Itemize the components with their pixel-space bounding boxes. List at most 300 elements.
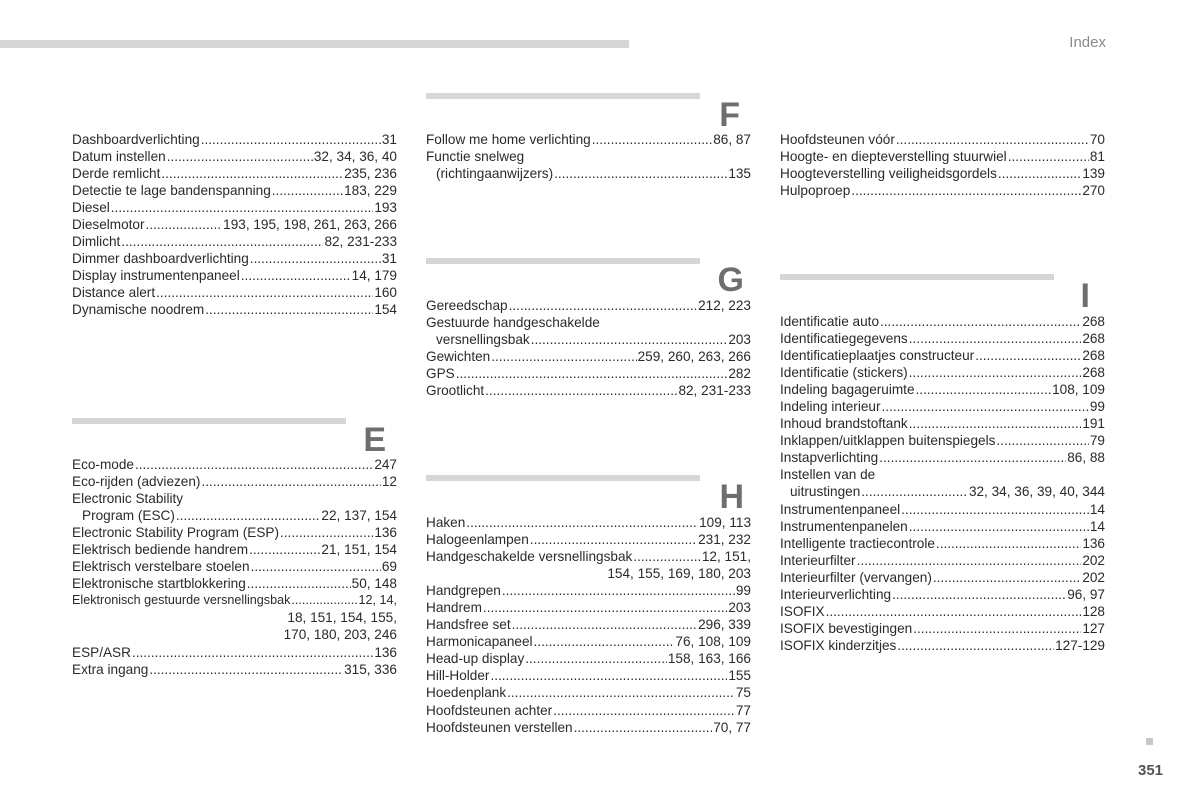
entry-term: ISOFIX bevestigingen bbox=[780, 620, 913, 636]
dot-leader bbox=[241, 267, 351, 284]
entry-term: Head-up display bbox=[426, 651, 525, 667]
index-entry bbox=[780, 569, 1105, 586]
entry-line bbox=[426, 165, 751, 182]
index-entry bbox=[426, 650, 751, 667]
entry-pages: 136 bbox=[374, 525, 397, 541]
entry-pages: 155 bbox=[728, 668, 751, 684]
entry-term: Instellen van de bbox=[780, 467, 876, 483]
entry-line bbox=[780, 415, 1105, 432]
dot-leader bbox=[167, 148, 313, 165]
entry-line bbox=[72, 575, 397, 592]
index-entry bbox=[780, 620, 1105, 637]
dot-leader bbox=[975, 347, 1081, 364]
dot-leader bbox=[146, 216, 223, 233]
index-entry bbox=[426, 719, 751, 736]
index-entry bbox=[780, 347, 1105, 364]
entry-term: Functie snelweg bbox=[426, 149, 525, 165]
dot-leader bbox=[1008, 148, 1089, 165]
entry-term: Hoedenplank bbox=[426, 685, 507, 701]
entry-line bbox=[426, 616, 751, 633]
index-entry bbox=[426, 131, 751, 148]
entry-line bbox=[72, 456, 397, 473]
entry-line bbox=[72, 524, 397, 541]
index-entry bbox=[72, 165, 397, 182]
entry-line bbox=[780, 535, 1105, 552]
dot-leader bbox=[592, 131, 713, 148]
index-entry bbox=[426, 582, 751, 599]
dot-leader bbox=[291, 592, 357, 609]
entry-term: Intelligente tractiecontrole bbox=[780, 535, 935, 551]
entry-term: Electronic Stability Program (ESP) bbox=[72, 525, 279, 541]
entry-term: Hoofdsteunen achter bbox=[426, 702, 553, 718]
entry-line bbox=[780, 518, 1105, 535]
entry-pages: 135 bbox=[728, 166, 751, 182]
index-entry bbox=[780, 637, 1105, 654]
entry-pages: 154 bbox=[374, 302, 397, 318]
letter-bar bbox=[426, 258, 700, 264]
index-entry bbox=[426, 684, 751, 701]
entry-line bbox=[72, 661, 397, 678]
entry-pages: 22, 137, 154 bbox=[321, 508, 397, 524]
entry-line bbox=[72, 267, 397, 284]
entry-line bbox=[426, 633, 751, 650]
index-entry bbox=[72, 490, 397, 524]
dot-leader bbox=[916, 381, 1052, 398]
dot-leader bbox=[135, 456, 373, 473]
entry-line bbox=[72, 644, 397, 661]
entry-line bbox=[426, 684, 751, 701]
entry-pages: 139 bbox=[1082, 166, 1105, 182]
index-entry bbox=[426, 531, 751, 548]
dot-leader bbox=[530, 531, 697, 548]
dot-leader bbox=[201, 131, 381, 148]
index-entry bbox=[426, 514, 751, 531]
dot-leader bbox=[879, 449, 1066, 466]
index-entry bbox=[72, 233, 397, 250]
entry-pages: 158, 163, 166 bbox=[667, 651, 751, 667]
index-entry bbox=[72, 284, 397, 301]
entry-pages: 212, 223 bbox=[698, 298, 751, 313]
entry-line bbox=[780, 449, 1105, 466]
entry-line bbox=[426, 348, 751, 365]
dot-leader bbox=[149, 661, 343, 678]
entry-pages: 12, 151, bbox=[701, 549, 751, 565]
dot-leader bbox=[998, 165, 1081, 182]
entry-line bbox=[780, 552, 1105, 569]
index-entry bbox=[426, 599, 751, 616]
entry-pages: 50, 148 bbox=[351, 576, 397, 592]
dot-leader bbox=[857, 552, 1082, 569]
entry-line bbox=[426, 382, 751, 399]
dot-leader bbox=[251, 558, 381, 575]
entry-pages: 12, 14, bbox=[358, 593, 397, 608]
letter-bar bbox=[72, 418, 346, 424]
entry-term: Identificatiegegevens bbox=[780, 331, 908, 347]
index-entry bbox=[426, 382, 751, 399]
entry-line bbox=[72, 558, 397, 575]
entry-line bbox=[780, 165, 1105, 182]
entry-line bbox=[72, 301, 397, 318]
entry-line bbox=[780, 620, 1105, 637]
entry-line bbox=[426, 599, 751, 616]
index-entry bbox=[72, 216, 397, 233]
letter-bar bbox=[780, 274, 1054, 280]
letter-bar bbox=[426, 93, 700, 99]
dot-leader bbox=[534, 633, 675, 650]
entry-term: Indeling interieur bbox=[780, 399, 881, 415]
entry-pages: 282 bbox=[728, 366, 751, 382]
letter-i: I bbox=[1080, 277, 1090, 315]
index-entry bbox=[426, 365, 751, 382]
dot-leader bbox=[161, 165, 343, 182]
entry-pages: 268 bbox=[1082, 348, 1105, 364]
dot-leader bbox=[111, 199, 374, 216]
entry-line bbox=[426, 514, 751, 531]
index-entry bbox=[780, 432, 1105, 449]
entry-pages: 32, 34, 36, 40 bbox=[313, 149, 397, 165]
entry-term: Display instrumentenpaneel bbox=[72, 268, 240, 284]
dot-leader bbox=[861, 483, 968, 500]
dot-leader bbox=[909, 364, 1082, 381]
index-list-d bbox=[72, 131, 397, 319]
entry-line bbox=[780, 330, 1105, 347]
dot-leader bbox=[205, 301, 373, 318]
entry-line bbox=[72, 148, 397, 165]
entry-pages: 193 bbox=[374, 200, 397, 216]
entry-pages: 268 bbox=[1082, 331, 1105, 347]
entry-line bbox=[780, 586, 1105, 603]
entry-pages: 31 bbox=[381, 251, 397, 267]
letter-bar bbox=[426, 475, 700, 481]
index-entry bbox=[780, 535, 1105, 552]
index-entry bbox=[72, 524, 397, 541]
dot-leader bbox=[574, 719, 713, 736]
entry-line bbox=[426, 548, 751, 565]
dot-leader bbox=[250, 250, 381, 267]
letter-f: F bbox=[719, 96, 740, 134]
dot-leader bbox=[176, 507, 321, 524]
entry-term: Follow me home verlichting bbox=[426, 132, 591, 147]
index-entry bbox=[780, 364, 1105, 381]
entry-line bbox=[72, 233, 397, 250]
entry-pages: 81 bbox=[1089, 149, 1105, 165]
entry-term: Dynamische noodrem bbox=[72, 302, 205, 318]
page-marker bbox=[1146, 738, 1153, 745]
index-entry bbox=[780, 518, 1105, 535]
dot-leader bbox=[201, 473, 380, 490]
index-list-i bbox=[780, 313, 1105, 654]
entry-term: Interieurfilter bbox=[780, 552, 856, 568]
entry-line bbox=[426, 331, 751, 348]
entry-pages: 203 bbox=[728, 600, 751, 616]
entry-pages: 79 bbox=[1089, 433, 1105, 449]
index-entry bbox=[72, 182, 397, 199]
entry-line bbox=[426, 667, 751, 684]
entry-line bbox=[72, 592, 397, 609]
entry-line bbox=[780, 432, 1105, 449]
entry-term: Eco-mode bbox=[72, 457, 134, 472]
dot-leader bbox=[826, 603, 1082, 620]
index-entry bbox=[780, 552, 1105, 569]
dot-leader bbox=[525, 650, 667, 667]
entry-pages: 136 bbox=[1082, 535, 1105, 551]
entry-term: (richtingaanwijzers) bbox=[436, 166, 554, 182]
entry-pages: 14, 179 bbox=[351, 268, 397, 284]
entry-line bbox=[72, 473, 397, 490]
entry-pages: 191 bbox=[1082, 416, 1105, 432]
entry-term: Hill-Holder bbox=[426, 668, 490, 684]
index-entry bbox=[780, 330, 1105, 347]
letter-e: E bbox=[363, 421, 386, 459]
index-entry bbox=[780, 165, 1105, 182]
index-entry bbox=[780, 603, 1105, 620]
entry-pages: 247 bbox=[374, 457, 397, 472]
index-entry bbox=[72, 661, 397, 678]
entry-pages: 77 bbox=[735, 702, 751, 718]
index-entry bbox=[72, 199, 397, 216]
header-rule bbox=[0, 40, 629, 48]
dot-leader bbox=[156, 284, 373, 301]
dot-leader bbox=[531, 331, 728, 348]
entry-pages: 136 bbox=[374, 644, 397, 660]
index-entry bbox=[72, 131, 397, 148]
index-entry bbox=[780, 586, 1105, 603]
dot-leader bbox=[897, 637, 1054, 654]
index-entry bbox=[780, 398, 1105, 415]
dot-leader bbox=[996, 432, 1088, 449]
entry-line bbox=[780, 501, 1105, 518]
entry-term: Handsfree set bbox=[426, 617, 511, 633]
index-entry bbox=[72, 456, 397, 473]
entry-line bbox=[72, 182, 397, 199]
entry-term: Instapverlichting bbox=[780, 450, 879, 466]
index-entry bbox=[426, 314, 751, 348]
entry-term: Identificatie auto bbox=[780, 314, 879, 329]
entry-line bbox=[426, 650, 751, 667]
entry-line bbox=[72, 507, 397, 524]
entry-pages: 203 bbox=[728, 332, 751, 348]
entry-term: Dieselmotor bbox=[72, 217, 145, 233]
entry-term: Elektrisch verstelbare stoelen bbox=[72, 559, 250, 575]
entry-pages: 14 bbox=[1089, 518, 1105, 534]
entry-pages: 183, 229 bbox=[344, 183, 397, 199]
entry-pages: 82, 231-233 bbox=[324, 234, 397, 250]
entry-term: Handgeschakelde versnellingsbak bbox=[426, 549, 633, 565]
dot-leader bbox=[553, 702, 735, 719]
entry-term: Inhoud brandstoftank bbox=[780, 416, 908, 432]
entry-pages: 86, 88 bbox=[1067, 450, 1105, 466]
dot-leader bbox=[509, 297, 697, 314]
entry-term: Hoogteverstelling veiligheidsgordels bbox=[780, 166, 997, 182]
entry-pages: 270 bbox=[1082, 183, 1105, 199]
entry-pages: 268 bbox=[1082, 365, 1105, 381]
index-entry bbox=[426, 702, 751, 719]
entry-pages: 12 bbox=[381, 474, 397, 490]
entry-line bbox=[780, 347, 1105, 364]
index-entry bbox=[72, 558, 397, 575]
index-list-f bbox=[426, 131, 751, 182]
entry-pages: 235, 236 bbox=[344, 166, 397, 182]
entry-pages: 202 bbox=[1082, 552, 1105, 568]
dot-leader bbox=[896, 131, 1089, 148]
dot-leader bbox=[121, 233, 323, 250]
index-entry bbox=[72, 250, 397, 267]
dot-leader bbox=[512, 616, 697, 633]
dot-leader bbox=[913, 620, 1081, 637]
entry-term: Indeling bagageruimte bbox=[780, 382, 915, 398]
entry-pages: 21, 151, 154 bbox=[321, 542, 397, 558]
entry-pages: 128 bbox=[1082, 603, 1105, 619]
entry-line bbox=[72, 284, 397, 301]
dot-leader bbox=[909, 330, 1082, 347]
index-entry bbox=[780, 182, 1105, 199]
index-list-g bbox=[426, 297, 751, 399]
index-entry bbox=[72, 473, 397, 490]
entry-term: Derde remlicht bbox=[72, 166, 161, 182]
dot-leader bbox=[485, 382, 677, 399]
entry-pages: 75 bbox=[735, 685, 751, 701]
entry-term: Dashboardverlichting bbox=[72, 132, 200, 147]
index-entry bbox=[72, 148, 397, 165]
entry-pages: 99 bbox=[1089, 399, 1105, 415]
entry-pages: 127 bbox=[1082, 620, 1105, 636]
dot-leader bbox=[507, 684, 735, 701]
dot-leader bbox=[851, 182, 1081, 199]
entry-term: Hulpoproep bbox=[780, 183, 851, 199]
index-entry bbox=[426, 667, 751, 684]
entry-term: Dimlicht bbox=[72, 234, 121, 250]
entry-pages: 70 bbox=[1089, 132, 1105, 147]
entry-line bbox=[426, 531, 751, 548]
dot-leader bbox=[456, 365, 728, 382]
entry-term: Hoofdsteunen verstellen bbox=[426, 719, 573, 735]
index-entry bbox=[780, 131, 1105, 148]
page-number: 351 bbox=[1138, 762, 1164, 779]
index-entry bbox=[780, 415, 1105, 432]
entry-pages: 127-129 bbox=[1055, 637, 1105, 653]
entry-line bbox=[780, 131, 1105, 148]
dot-leader bbox=[249, 541, 320, 558]
dot-leader bbox=[490, 667, 727, 684]
entry-pages: 315, 336 bbox=[344, 661, 397, 677]
entry-pages: 32, 34, 36, 39, 40, 344 bbox=[968, 484, 1105, 500]
entry-term: Dimmer dashboardverlichting bbox=[72, 251, 249, 267]
entry-term: Identificatie (stickers) bbox=[780, 365, 908, 381]
dot-leader bbox=[892, 586, 1066, 603]
entry-term: Haken bbox=[426, 515, 466, 530]
entry-pages: 193, 195, 198, 261, 263, 266 bbox=[223, 217, 397, 233]
entry-term: Instrumentenpanelen bbox=[780, 518, 908, 534]
entry-term: ESP/ASR bbox=[72, 644, 131, 660]
entry-term: Gewichten bbox=[426, 349, 491, 365]
letter-g: G bbox=[717, 261, 744, 299]
dot-leader bbox=[880, 313, 1081, 330]
dot-leader bbox=[936, 535, 1081, 552]
entry-term: Datum instellen bbox=[72, 149, 166, 165]
letter-h: H bbox=[719, 478, 744, 516]
entry-pages-continued: 18, 151, 154, 155, bbox=[287, 610, 397, 626]
dot-leader bbox=[132, 644, 373, 661]
index-entry bbox=[72, 592, 397, 643]
entry-term: Handgrepen bbox=[426, 583, 501, 599]
entry-line bbox=[426, 297, 751, 314]
entry-line bbox=[426, 702, 751, 719]
entry-term: Extra ingang bbox=[72, 661, 149, 677]
dot-leader bbox=[466, 514, 698, 531]
entry-term: Interieurfilter (vervangen) bbox=[780, 569, 932, 585]
section-title: Index bbox=[1069, 34, 1106, 51]
entry-pages: 96, 97 bbox=[1067, 586, 1105, 602]
entry-line bbox=[780, 398, 1105, 415]
entry-term: Grootlicht bbox=[426, 383, 485, 399]
entry-term: Instrumentenpaneel bbox=[780, 501, 901, 517]
entry-line bbox=[426, 365, 751, 382]
index-entry bbox=[780, 381, 1105, 398]
entry-term: ISOFIX bbox=[780, 603, 825, 619]
entry-line bbox=[426, 719, 751, 736]
entry-term: uitrustingen bbox=[790, 484, 861, 500]
dot-leader bbox=[483, 599, 727, 616]
index-list-h bbox=[426, 514, 751, 736]
entry-line bbox=[72, 199, 397, 216]
index-entry bbox=[780, 501, 1105, 518]
entry-pages: 70, 77 bbox=[713, 719, 751, 735]
index-entry bbox=[72, 644, 397, 661]
entry-pages: 108, 109 bbox=[1052, 382, 1105, 398]
entry-term: Elektronische startblokkering bbox=[72, 576, 246, 592]
entry-pages: 231, 232 bbox=[698, 532, 751, 548]
entry-line bbox=[426, 131, 751, 148]
index-entry bbox=[780, 466, 1105, 500]
entry-term: Inklappen/uitklappen buitenspiegels bbox=[780, 433, 996, 449]
dot-leader bbox=[909, 415, 1082, 432]
index-entry bbox=[426, 616, 751, 633]
entry-term: Program (ESC) bbox=[82, 508, 175, 524]
index-entry bbox=[780, 148, 1105, 165]
index-entry bbox=[426, 548, 751, 582]
dot-leader bbox=[280, 524, 373, 541]
entry-term: Eco-rijden (adviezen) bbox=[72, 474, 201, 490]
index-entry bbox=[426, 348, 751, 365]
entry-term: Distance alert bbox=[72, 285, 156, 301]
index-entry bbox=[426, 297, 751, 314]
index-list-e bbox=[72, 456, 397, 678]
entry-pages: 31 bbox=[381, 132, 397, 147]
dot-leader bbox=[502, 582, 735, 599]
dot-leader bbox=[909, 518, 1089, 535]
entry-pages: 76, 108, 109 bbox=[675, 634, 751, 650]
index-entry bbox=[426, 633, 751, 650]
entry-line bbox=[780, 603, 1105, 620]
entry-term: Electronic Stability bbox=[72, 491, 184, 507]
entry-pages: 109, 113 bbox=[699, 515, 751, 530]
entry-term: Hoofdsteunen vóór bbox=[780, 132, 895, 147]
index-list-h-cont bbox=[780, 131, 1105, 199]
dot-leader bbox=[247, 575, 351, 592]
entry-term: GPS bbox=[426, 366, 455, 382]
dot-leader bbox=[933, 569, 1081, 586]
entry-term: Handrem bbox=[426, 600, 482, 616]
entry-line bbox=[72, 131, 397, 148]
entry-term: Gereedschap bbox=[426, 298, 508, 313]
entry-term: Interieurverlichting bbox=[780, 586, 892, 602]
entry-term: Identificatieplaatjes constructeur bbox=[780, 348, 975, 364]
entry-pages: 69 bbox=[381, 559, 397, 575]
dot-leader bbox=[882, 398, 1089, 415]
entry-pages: 259, 260, 263, 266 bbox=[637, 349, 751, 365]
index-entry bbox=[72, 267, 397, 284]
entry-line bbox=[780, 483, 1105, 500]
